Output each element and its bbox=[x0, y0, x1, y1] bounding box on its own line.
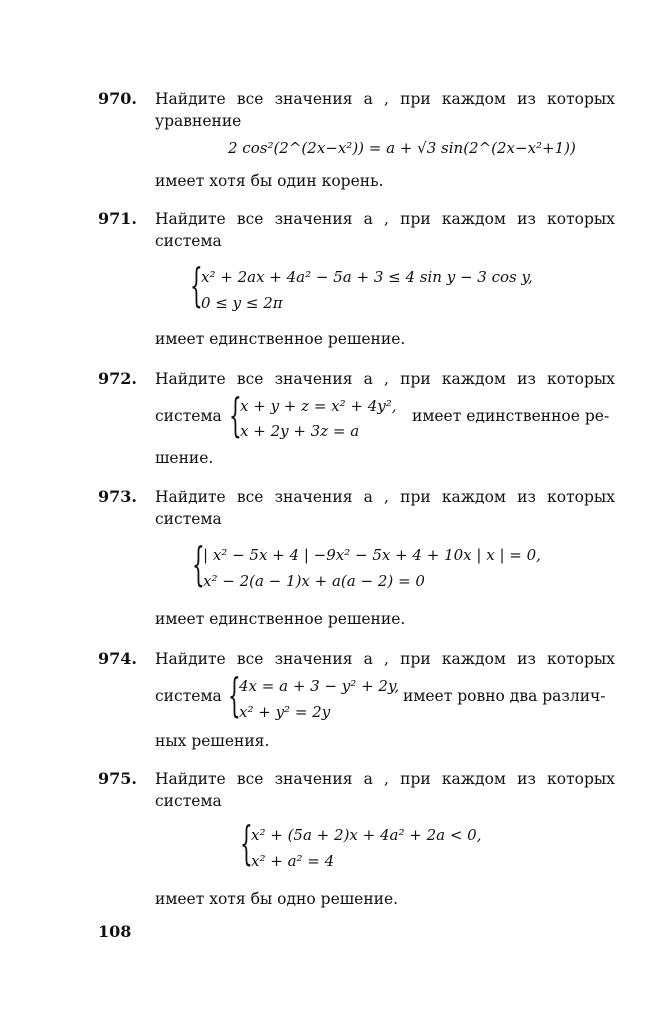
system-brace: { bbox=[190, 257, 203, 313]
system-equation-1: x² + 2ax + 4a² − 5a + 3 ≤ 4 sin y − 3 cos y, bbox=[201, 268, 533, 286]
problem-number: 975. bbox=[98, 769, 137, 788]
problem-number: 970. bbox=[98, 89, 137, 108]
system-equation-2: 0 ≤ y ≤ 2π bbox=[201, 294, 283, 312]
system-brace: { bbox=[240, 815, 253, 871]
system-equation-2: x² + y² = 2y bbox=[239, 703, 331, 721]
system-brace: { bbox=[192, 536, 205, 592]
problem-text-line: имеет хотя бы одно решение. bbox=[155, 890, 399, 908]
problem-text-line: уравнение bbox=[155, 112, 242, 130]
system-equation-1: x² + (5a + 2)x + 4a² + 2a < 0, bbox=[251, 826, 482, 844]
problem-text-line: Найдите все значения a , при каждом из которых bbox=[155, 488, 615, 506]
problem-text-line: система bbox=[155, 792, 222, 810]
problem-number: 973. bbox=[98, 487, 137, 506]
system-brace: { bbox=[229, 387, 242, 443]
problem-number: 974. bbox=[98, 649, 137, 668]
problem-text-line: Найдите все значения a , при каждом из которых bbox=[155, 210, 615, 228]
problem-text-line: система bbox=[155, 232, 222, 250]
problem-text-line: шение. bbox=[155, 449, 214, 467]
system-equation-1: x + y + z = x² + 4y², bbox=[240, 397, 397, 415]
problem-text-line: Найдите все значения a , при каждом из которых bbox=[155, 650, 615, 668]
problem-text-line: система bbox=[155, 407, 222, 425]
system-brace: { bbox=[228, 667, 241, 723]
problem-text-line: имеет единственное решение. bbox=[155, 610, 406, 628]
system-equation-2: x² − 2(a − 1)x + a(a − 2) = 0 bbox=[203, 572, 425, 590]
system-equation-1: 4x = a + 3 − y² + 2y, bbox=[239, 677, 400, 695]
problem-text-line: Найдите все значения a , при каждом из которых bbox=[155, 370, 615, 388]
problem-text-continuation: имеет ровно два различ- bbox=[403, 687, 606, 705]
equation: 2 cos²(2^(2x−x²)) = a + √3 sin(2^(2x−x²+1)) bbox=[228, 139, 576, 157]
problem-number: 972. bbox=[98, 369, 137, 388]
problem-text-line: имеет единственное решение. bbox=[155, 330, 406, 348]
system-equation-1: | x² − 5x + 4 | −9x² − 5x + 4 + 10x | x | = 0, bbox=[203, 546, 541, 564]
system-equation-2: x + 2y + 3z = a bbox=[240, 422, 360, 440]
system-equation-2: x² + a² = 4 bbox=[251, 852, 335, 870]
problem-text-line: система bbox=[155, 687, 222, 705]
problem-text-line: Найдите все значения a , при каждом из которых bbox=[155, 770, 615, 788]
problem-text-line: Найдите все значения a , при каждом из которых bbox=[155, 90, 615, 108]
problem-text-line: ных решения. bbox=[155, 732, 270, 750]
page-number: 108 bbox=[98, 922, 132, 941]
problem-number: 971. bbox=[98, 209, 137, 228]
problem-text-line: система bbox=[155, 510, 222, 528]
problem-text-continuation: имеет единственное ре- bbox=[412, 407, 610, 425]
problem-text-line: имеет хотя бы один корень. bbox=[155, 172, 384, 190]
